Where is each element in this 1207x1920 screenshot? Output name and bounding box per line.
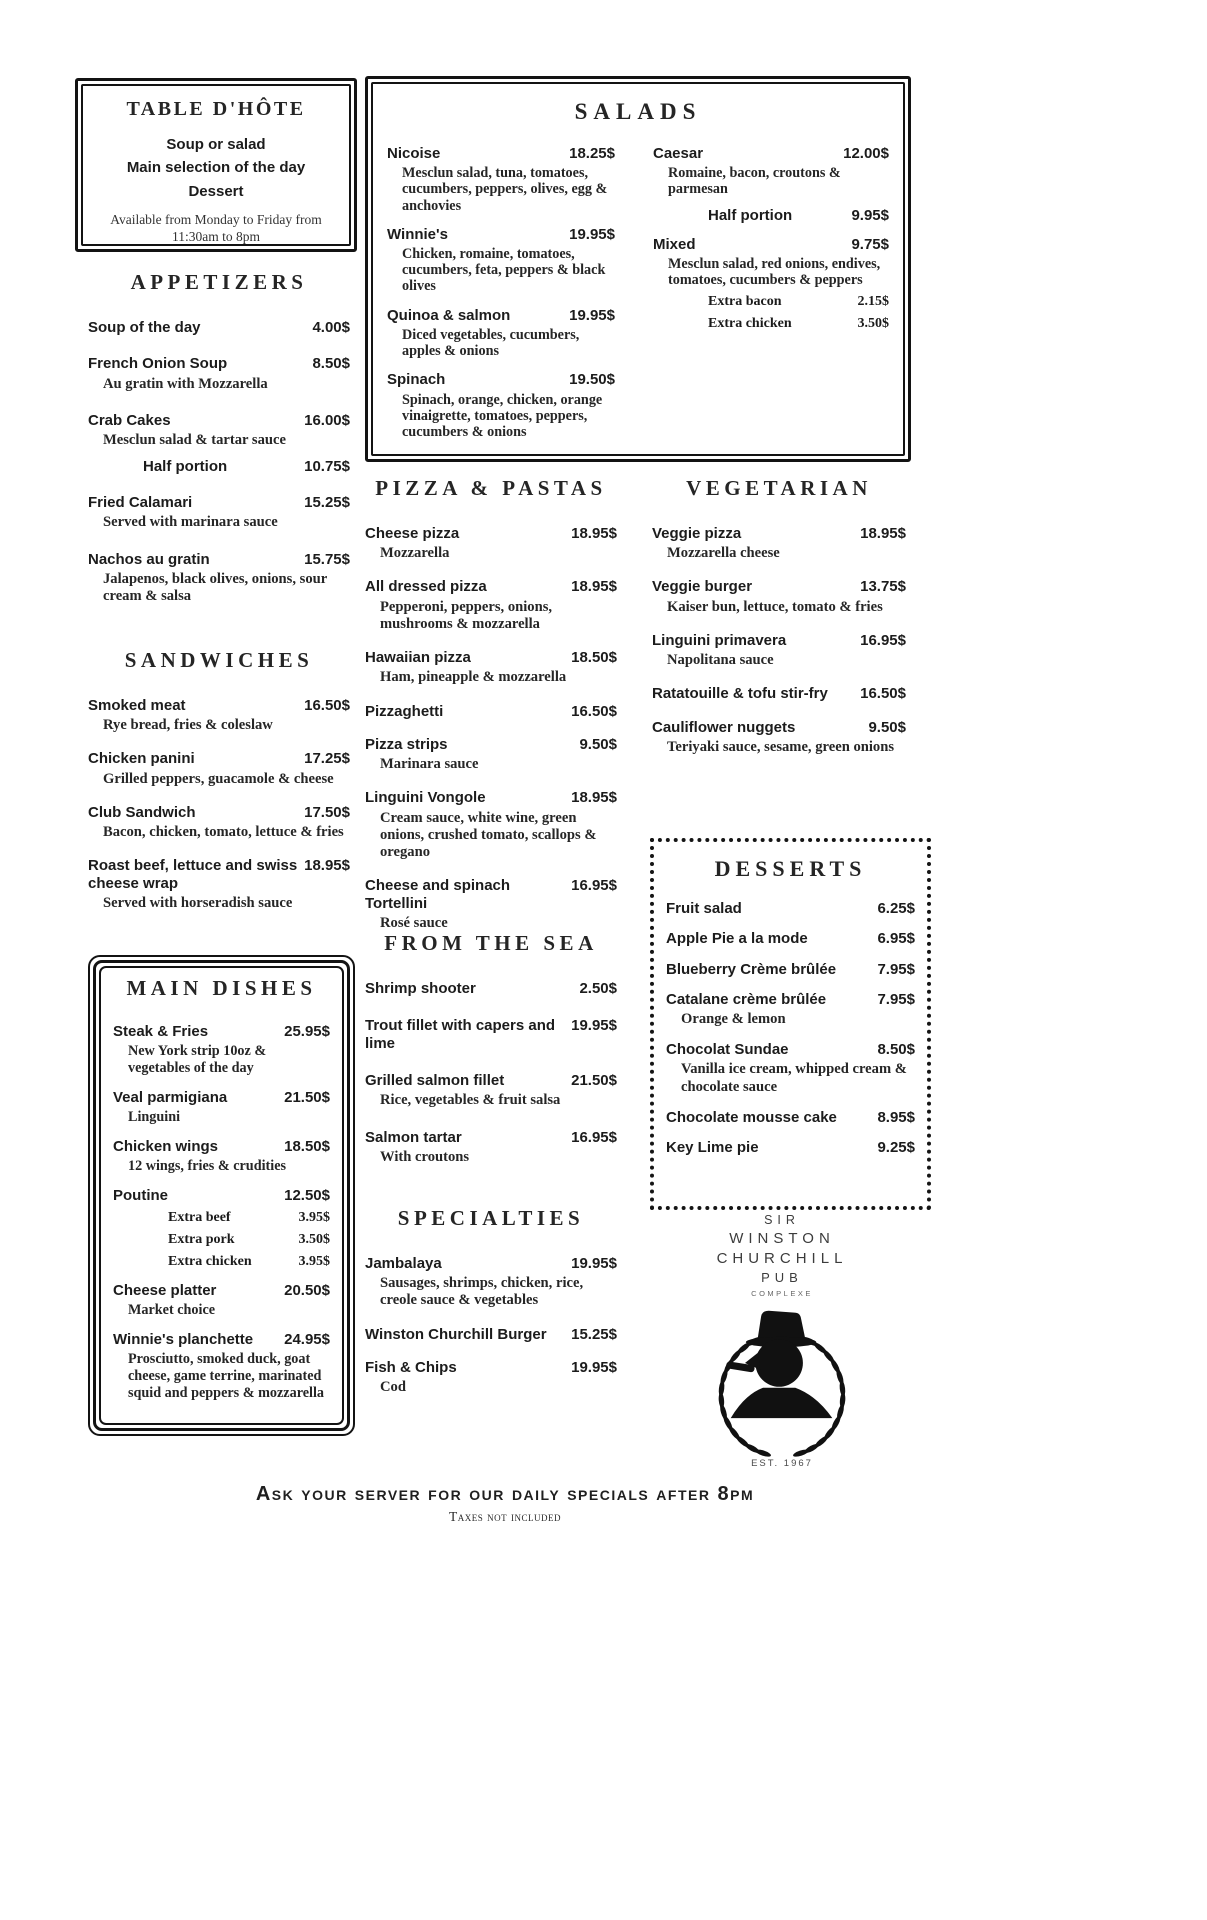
menu-item [88, 697, 350, 734]
sub-item-price: 9.95$ [851, 206, 889, 224]
menu-item [365, 578, 617, 633]
item-price: 9.75$ [851, 235, 889, 253]
item-price: 12.00$ [843, 145, 889, 162]
section-title-salads: SALADS [574, 99, 702, 124]
menu-item [653, 145, 889, 224]
item-description: Served with horseradish sauce [103, 894, 293, 911]
item-name: Pizza strips [365, 735, 448, 753]
item-name: Cheese and spinach Tortellini [365, 877, 511, 912]
sub-item-name: Half portion [708, 206, 793, 224]
item-price: 25.95$ [284, 1023, 330, 1040]
menu-item [666, 961, 915, 978]
item-name: Soup of the day [88, 319, 201, 336]
menu-item [652, 685, 906, 702]
item-name: Fish & Chips [365, 1358, 457, 1376]
item-name: Veggie burger [652, 578, 753, 596]
table-dhote-availability: Available from Monday to Friday from 11:30am to 8pm [110, 211, 322, 244]
menu-item [88, 494, 350, 531]
item-sub-options [88, 458, 350, 475]
item-price: 19.95$ [569, 225, 615, 243]
item-name: Veal parmigiana [113, 1088, 228, 1106]
item-description: Ham, pineapple & mozzarella [380, 669, 567, 686]
item-name: Veggie pizza [652, 525, 742, 542]
sub-item-name: Extra bacon [708, 294, 782, 310]
section-sandwiches [88, 650, 350, 928]
menu-item [365, 1255, 617, 1310]
menu-item [113, 1089, 330, 1126]
laurel-wreath-icon [687, 1302, 877, 1462]
item-description: Kaiser bun, lettuce, tomato & fries [667, 598, 883, 615]
item-price: 16.50$ [860, 685, 906, 703]
item-description: Pepperoni, peppers, onions, mushrooms & mozzarella [380, 598, 553, 632]
item-price: 6.25$ [877, 900, 915, 917]
menu-item [365, 789, 617, 861]
item-description: Mesclun salad, tuna, tomatoes, cucumbers, peppers, olives, egg & anchovies [402, 165, 608, 214]
item-description: Prosciutto, smoked duck, goat cheese, game terrine, marinated squid and peppers & mozzarella [128, 1351, 325, 1401]
item-name: Club Sandwich [88, 803, 196, 821]
item-price: 18.25$ [569, 145, 615, 162]
item-name: Linguini primavera [652, 631, 787, 649]
desserts-card [650, 838, 931, 1210]
item-description: Spinach, orange, chicken, orange vinaigrette, tomatoes, peppers, cucumbers & onions [402, 391, 603, 440]
item-name: Hawaiian pizza [365, 649, 471, 667]
section-appetizers [88, 272, 350, 624]
item-price: 4.00$ [312, 319, 350, 336]
pizza-pastas-items [365, 525, 617, 932]
item-name: Pizzaghetti [365, 702, 444, 720]
item-price: 18.50$ [571, 649, 617, 667]
logo-text-line: SIR [764, 1213, 800, 1227]
item-price: 16.50$ [571, 702, 617, 720]
sub-item-price: 10.75$ [304, 458, 350, 476]
menu-item [113, 1282, 330, 1319]
menu-item [365, 703, 617, 720]
item-name: Cheese platter [113, 1282, 217, 1299]
menu-item [652, 719, 906, 756]
item-description: Chicken, romaine, tomatoes, cucumbers, feta, peppers & black olives [402, 246, 606, 295]
item-name: Mixed [653, 235, 696, 253]
item-price: 18.95$ [860, 525, 906, 542]
item-price: 8.50$ [312, 355, 350, 373]
vegetarian-items [652, 525, 906, 756]
menu-item [365, 1072, 617, 1109]
item-description: Served with marinara sauce [103, 514, 278, 531]
section-title-specialties: SPECIALTIES [397, 1206, 585, 1230]
sub-item-name: Extra pork [168, 1232, 235, 1247]
menu-item [88, 412, 350, 475]
item-price: 12.50$ [284, 1186, 330, 1204]
from-the-sea-items [365, 980, 617, 1167]
section-title-desserts: DESSERTS [714, 856, 867, 881]
menu-item [365, 736, 617, 773]
sub-item-price: 3.95$ [298, 1210, 330, 1225]
item-name: French Onion Soup [88, 355, 228, 373]
menu-item [666, 1109, 915, 1126]
logo-wordmark [672, 1212, 892, 1287]
item-name: Nachos au gratin [88, 550, 210, 568]
section-title-main-dishes: MAIN DISHES [126, 976, 317, 1000]
section-title-from-the-sea: FROM THE SEA [384, 931, 598, 955]
menu-item [113, 1187, 330, 1270]
item-price: 13.75$ [860, 578, 906, 596]
menu-item [666, 930, 915, 947]
pub-logo [672, 1212, 892, 1469]
menu-item [666, 1041, 915, 1096]
item-description: Rye bread, fries & coleslaw [103, 717, 273, 734]
table-dhote-card [75, 78, 357, 252]
item-name: All dressed pizza [365, 578, 487, 596]
table-dhote-lines [83, 133, 349, 203]
item-description: Diced vegetables, cucumbers, apples & onions [402, 326, 580, 360]
item-description: Napolitana sauce [667, 652, 774, 669]
menu-item [88, 319, 350, 336]
item-price: 15.25$ [571, 1325, 617, 1343]
logo-established-label: EST. 1967 [751, 1457, 813, 1469]
item-name: Spinach [387, 371, 446, 389]
item-name: Blueberry Crème brûlée [666, 960, 837, 978]
item-description: Market choice [128, 1302, 216, 1319]
item-price: 19.95$ [571, 1255, 617, 1272]
appetizers-items [88, 319, 350, 605]
item-name: Roast beef, lettuce and swiss cheese wrap [88, 857, 298, 892]
salads-card [365, 76, 911, 462]
item-name: Crab Cakes [88, 411, 171, 429]
item-price: 7.95$ [877, 960, 915, 978]
item-description: Bacon, chicken, tomato, lettuce & fries [103, 824, 344, 841]
item-name: Nicoise [387, 145, 441, 162]
menu-item [113, 1138, 330, 1175]
item-price: 16.95$ [571, 877, 617, 895]
menu-item [88, 750, 350, 787]
item-name: Cauliflower nuggets [652, 718, 796, 736]
item-price: 18.95$ [571, 789, 617, 807]
item-price: 15.75$ [304, 550, 350, 568]
menu-item [653, 236, 889, 333]
footer-taxes-note: Taxes not included [449, 1509, 561, 1524]
sub-item-name: Extra beef [168, 1210, 231, 1225]
item-price: 19.50$ [569, 371, 615, 389]
logo-text-line: PUB [761, 1270, 803, 1286]
desserts-items [666, 900, 915, 1156]
item-price: 16.00$ [304, 411, 350, 429]
menu-item [88, 857, 350, 912]
salads-left-column [387, 145, 615, 452]
item-price: 18.95$ [571, 525, 617, 542]
item-description: With croutons [380, 1149, 470, 1166]
sub-item [113, 1254, 330, 1270]
menu-item [666, 900, 915, 917]
section-title-sandwiches: SANDWICHES [124, 648, 314, 672]
item-price: 17.50$ [304, 803, 350, 821]
item-name: Apple Pie a la mode [666, 930, 808, 948]
item-name: Catalane crème brûlée [666, 990, 827, 1008]
item-name: Steak & Fries [113, 1023, 209, 1040]
item-name: Smoked meat [88, 697, 186, 714]
menu-item [88, 804, 350, 841]
item-description: Linguini [128, 1109, 181, 1125]
item-name: Chocolate mousse cake [666, 1108, 837, 1126]
section-title-appetizers: APPETIZERS [130, 270, 308, 294]
section-title-vegetarian: VEGETARIAN [686, 476, 872, 500]
item-description: Jalapenos, black olives, onions, sour cream & salsa [103, 570, 327, 605]
item-price: 21.50$ [571, 1071, 617, 1089]
item-description: Cream sauce, white wine, green onions, crushed tomato, scallops & oregano [380, 809, 597, 861]
sub-item-price: 3.95$ [298, 1254, 330, 1269]
menu-item [88, 355, 350, 392]
item-price: 16.95$ [860, 631, 906, 649]
item-price: 6.95$ [877, 930, 915, 948]
item-price: 18.50$ [284, 1137, 330, 1155]
logo-complexe-label: COMPLEXE [751, 1288, 813, 1298]
menu-item [387, 226, 615, 295]
item-name: Winnie's [387, 225, 448, 243]
item-price: 21.50$ [284, 1088, 330, 1106]
item-name: Linguini Vongole [365, 789, 486, 807]
item-name: Jambalaya [365, 1255, 442, 1272]
menu-item [652, 525, 906, 562]
item-price: 2.50$ [579, 980, 617, 997]
sub-item [113, 1232, 330, 1248]
menu-item [365, 1017, 617, 1052]
item-price: 9.50$ [579, 735, 617, 753]
sub-item [653, 294, 889, 310]
item-price: 19.95$ [569, 306, 615, 324]
item-name: Poutine [113, 1186, 168, 1204]
item-description: Mesclun salad, red onions, endives, tomatoes, cucumbers & peppers [668, 255, 881, 289]
menu-item [652, 632, 906, 669]
section-vegetarian [652, 478, 906, 772]
footer [0, 1483, 1010, 1525]
table-dhote-line: Soup or salad [166, 136, 266, 153]
footer-specials-note: Ask your server for our daily specials after 8pm [255, 1483, 755, 1505]
item-description: Romaine, bacon, croutons & parmesan [668, 165, 841, 198]
item-name: Winnie's planchette [113, 1331, 254, 1348]
item-price: 19.95$ [571, 1358, 617, 1376]
item-name: Chicken wings [113, 1137, 219, 1155]
sub-item-name: Half portion [143, 458, 228, 476]
item-name: Trout fillet with capers and lime [365, 1017, 556, 1052]
menu-item [365, 1359, 617, 1396]
section-from-the-sea [365, 933, 617, 1187]
menu-item [365, 649, 617, 686]
item-sub-options [113, 1210, 330, 1270]
item-description: Vanilla ice cream, whipped cream & chocolate sauce [681, 1061, 907, 1095]
item-name: Shrimp shooter [365, 980, 476, 997]
section-pizza-pastas [365, 478, 617, 948]
item-name: Winston Churchill Burger [365, 1325, 547, 1343]
menu-item [365, 525, 617, 562]
item-name: Fruit salad [666, 900, 742, 917]
item-name: Chicken panini [88, 750, 195, 768]
logo-text-line: WINSTON [729, 1229, 835, 1247]
item-price: 18.95$ [571, 578, 617, 596]
sub-item-price: 3.50$ [857, 316, 889, 332]
menu-item [666, 1139, 915, 1156]
item-description: Sausages, shrimps, chicken, rice, creole sauce & vegetables [380, 1275, 584, 1309]
menu-item [652, 578, 906, 615]
item-price: 17.25$ [304, 750, 350, 768]
menu-item [88, 551, 350, 606]
sub-item [653, 207, 889, 224]
sub-item [653, 316, 889, 332]
item-name: Fried Calamari [88, 494, 193, 512]
item-price: 8.50$ [877, 1041, 915, 1059]
item-price: 19.95$ [571, 1017, 617, 1035]
item-price: 8.95$ [877, 1108, 915, 1126]
item-name: Salmon tartar [365, 1129, 462, 1147]
item-description: Rice, vegetables & fruit salsa [380, 1092, 561, 1108]
item-price: 7.95$ [877, 990, 915, 1008]
item-price: 16.95$ [571, 1129, 617, 1147]
item-sub-options [653, 294, 889, 332]
main-dishes-card [88, 955, 355, 1436]
table-dhote-line: Main selection of the day [126, 159, 306, 177]
item-name: Ratatouille & tofu stir-fry [652, 685, 828, 703]
item-description: Cod [380, 1379, 406, 1396]
item-description: Mozzarella cheese [667, 545, 780, 562]
item-sub-options [653, 207, 889, 224]
item-price: 9.25$ [877, 1139, 915, 1157]
main-dishes-items [113, 1023, 330, 1402]
item-name: Cheese pizza [365, 525, 460, 542]
item-description: New York strip 10oz & vegetables of the day [128, 1043, 267, 1076]
menu-item [365, 1129, 617, 1166]
specialties-items [365, 1255, 617, 1396]
sub-item-name: Extra chicken [708, 316, 792, 332]
item-price: 20.50$ [284, 1282, 330, 1299]
menu-item [387, 371, 615, 440]
section-title-pizza-pastas: PIZZA & PASTAS [375, 476, 607, 500]
sub-item-price: 3.50$ [298, 1232, 330, 1247]
item-description: Rosé sauce [380, 914, 448, 931]
menu-item [387, 145, 615, 214]
item-description: Orange & lemon [681, 1011, 786, 1027]
sub-item-name: Extra chicken [168, 1254, 252, 1269]
item-name: Quinoa & salmon [387, 306, 511, 324]
item-description: Marinara sauce [380, 756, 479, 773]
item-price: 9.50$ [868, 718, 906, 736]
sub-item [88, 458, 350, 475]
salads-right-column [653, 145, 889, 452]
item-description: Grilled peppers, guacamole & cheese [103, 770, 334, 787]
menu-item [365, 1326, 617, 1343]
item-description: Mesclun salad & tartar sauce [103, 431, 286, 448]
menu-item [666, 991, 915, 1028]
item-price: 16.50$ [304, 697, 350, 714]
sub-item [113, 1210, 330, 1226]
item-price: 15.25$ [304, 494, 350, 512]
item-description: Au gratin with Mozzarella [103, 375, 268, 392]
menu-item [387, 307, 615, 360]
table-dhote-title: TABLE D'HÔTE [126, 98, 306, 120]
sandwiches-items [88, 697, 350, 912]
section-specialties [365, 1208, 617, 1412]
churchill-silhouette-icon [726, 1311, 833, 1418]
item-name: Caesar [653, 145, 704, 162]
menu-item [113, 1331, 330, 1402]
sub-item-price: 2.15$ [857, 294, 889, 310]
menu-item [365, 980, 617, 997]
item-description: Teriyaki sauce, sesame, green onions [667, 738, 895, 755]
menu-item [365, 877, 617, 932]
item-description: Mozzarella [380, 545, 450, 562]
item-description: 12 wings, fries & crudities [128, 1158, 287, 1174]
table-dhote-line: Dessert [188, 182, 244, 200]
logo-text-line: CHURCHILL [716, 1250, 848, 1268]
item-name: Chocolat Sundae [666, 1041, 789, 1059]
item-price: 24.95$ [284, 1331, 330, 1348]
item-name: Key Lime pie [666, 1139, 759, 1157]
menu-item [113, 1023, 330, 1077]
item-price: 18.95$ [304, 857, 350, 875]
item-name: Grilled salmon fillet [365, 1071, 505, 1089]
